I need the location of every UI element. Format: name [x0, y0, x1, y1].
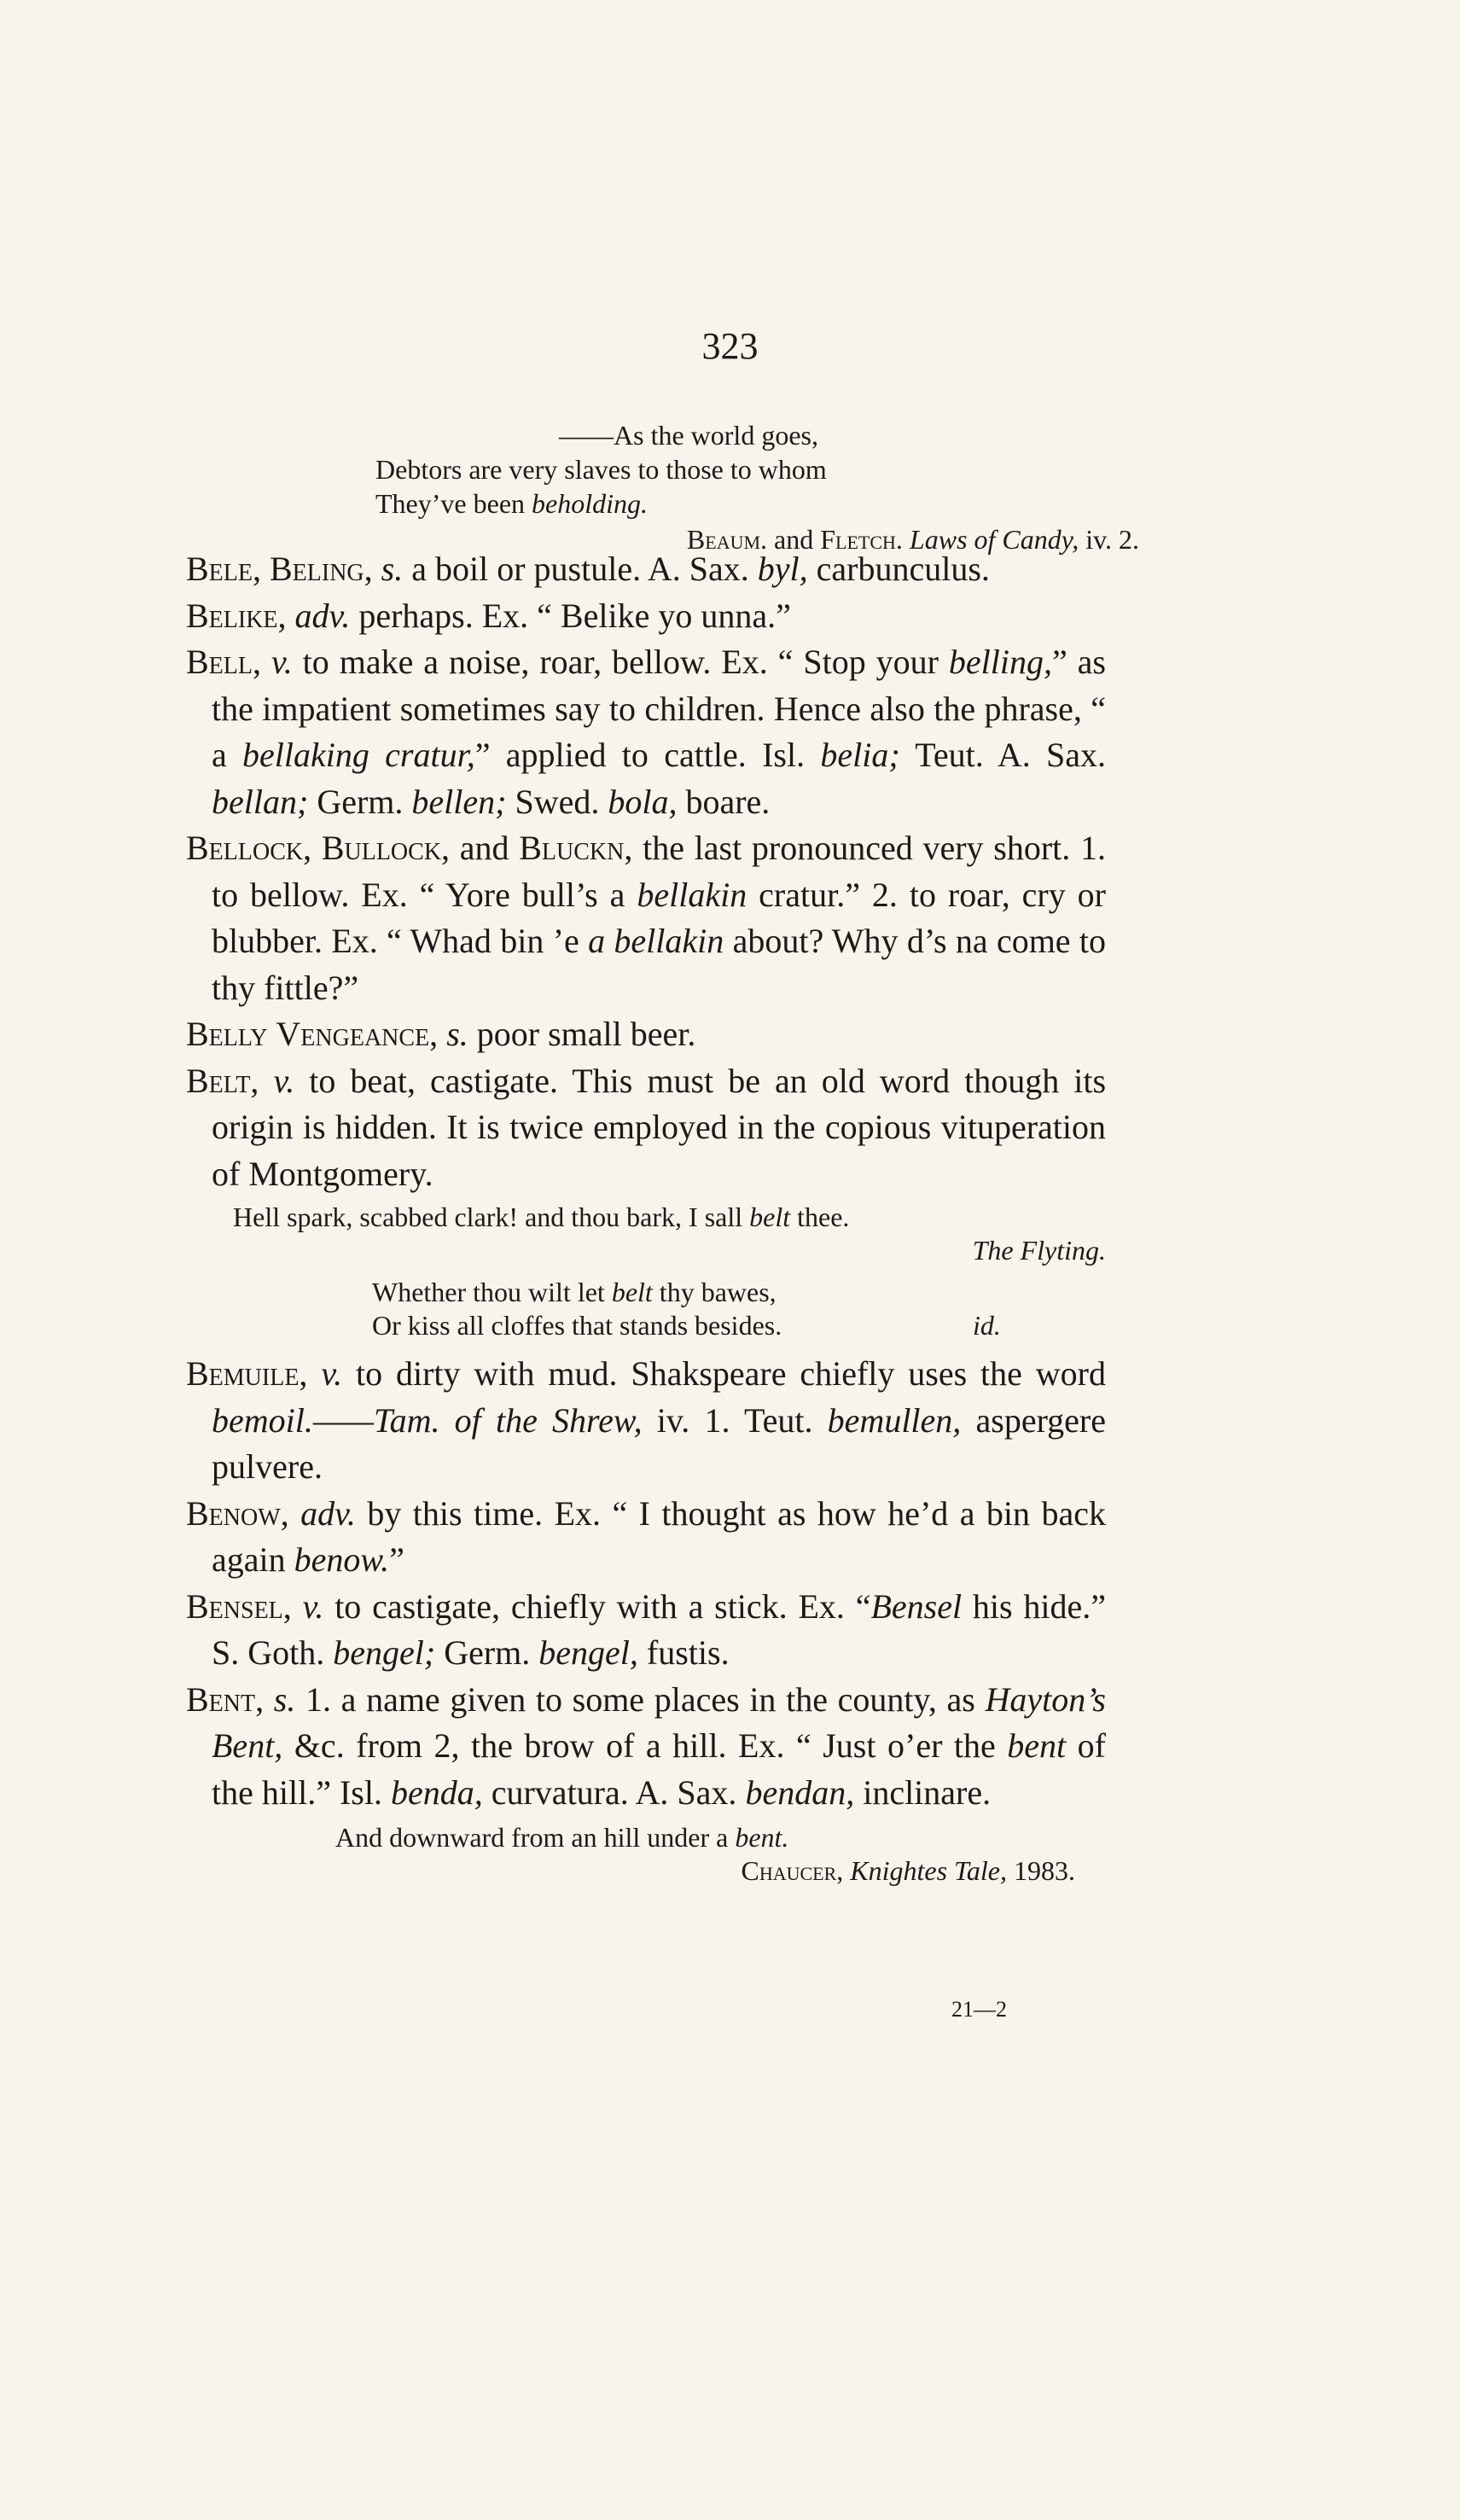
- quote-line: And downward from an hill under a bent.: [335, 1822, 789, 1853]
- belt-quotation-flyting: [186, 1201, 1106, 1267]
- opening-quotation: [337, 418, 1139, 556]
- signature-mark: 21—2: [951, 1997, 1007, 2022]
- entry-belt: Belt, v. to beat, castigate. This must be an old word though its origin is hidden. It is twice employed in the copious vituperation of Montgomery.: [186, 1061, 1107, 1193]
- entry-benow: Benow, adv. by this time. Ex. “ I thought as how he’d a bin back again benow.”: [186, 1493, 1107, 1579]
- quote-citation: The Flyting.: [972, 1235, 1106, 1266]
- entry-bemuile: Bemuile, v. to dirty with mud. Shakspeare chiefly uses the word bemoil.——Tam. of the Shrew, iv. 1. Teut. bemullen, aspergere pulvere.: [186, 1354, 1106, 1486]
- quote-line: They’ve been beholding.: [375, 488, 648, 519]
- entry-bent: Bent, s. 1. a name given to some places in the county, as Hayton’s Bent, &c. from 2, the brow of a hill. Ex. “ Just o’er the bent of the hill.” Isl. benda, curvatura. A. Sax. bendan, inclinare.: [186, 1679, 1106, 1812]
- entry-bellock: Bellock, Bullock, and Bluckn, the last pronounced very short. 1. to bellow. Ex. “ Yore bull’s a bellakin cratur.” 2. to roar, cry or blubber. Ex. “ Whad bin ’e a bellakin about? Why d’s na come to thy fittle?”: [186, 829, 1107, 1007]
- entry-bele: Bele, Beling, s. a boil or pustule. A. Sax. byl, carbunculus.: [186, 550, 990, 588]
- entry-bell: Bell, v. to make a noise, roar, bellow. Ex. “ Stop your belling,” as the impatient sometimes say to children. Hence also the phrase, “ a bellaking cratur,” applied to cattle. Isl. belia; Teut. A. Sax. bellan; Germ. bellen; Swed. bola, boare.: [186, 643, 1107, 821]
- quote-line: ——As the world goes,: [559, 420, 818, 451]
- entry-belike: Belike, adv. perhaps. Ex. “ Belike yo unna.”: [186, 596, 791, 635]
- quote-citation: id.: [973, 1310, 1001, 1341]
- quote-line: Hell spark, scabbed clark! and thou bark, I sall belt thee.: [233, 1202, 850, 1232]
- quote-line: Or kiss all cloffes that stands besides. id.: [372, 1310, 1001, 1341]
- glossary-entries: [186, 546, 1106, 1896]
- quote-citation: Chaucer, Knightes Tale, 1983.: [741, 1855, 1075, 1886]
- quote-line: Whether thou wilt let belt thy bawes,: [372, 1277, 777, 1307]
- quote-line: Debtors are very slaves to those to whom: [375, 454, 827, 485]
- quote-citation: Beaum. and Fletch. Laws of Candy, iv. 2.: [686, 524, 1139, 555]
- page-number: 323: [701, 325, 759, 367]
- entry-belly-vengeance: Belly Vengeance, s. poor small beer.: [186, 1015, 696, 1053]
- entry-bensel: Bensel, v. to castigate, chiefly with a stick. Ex. “Bensel his hide.” S. Goth. bengel; Germ. bengel, fustis.: [186, 1586, 1106, 1672]
- bent-quotation-chaucer: [186, 1821, 1106, 1888]
- belt-quotation-id: [186, 1276, 1106, 1342]
